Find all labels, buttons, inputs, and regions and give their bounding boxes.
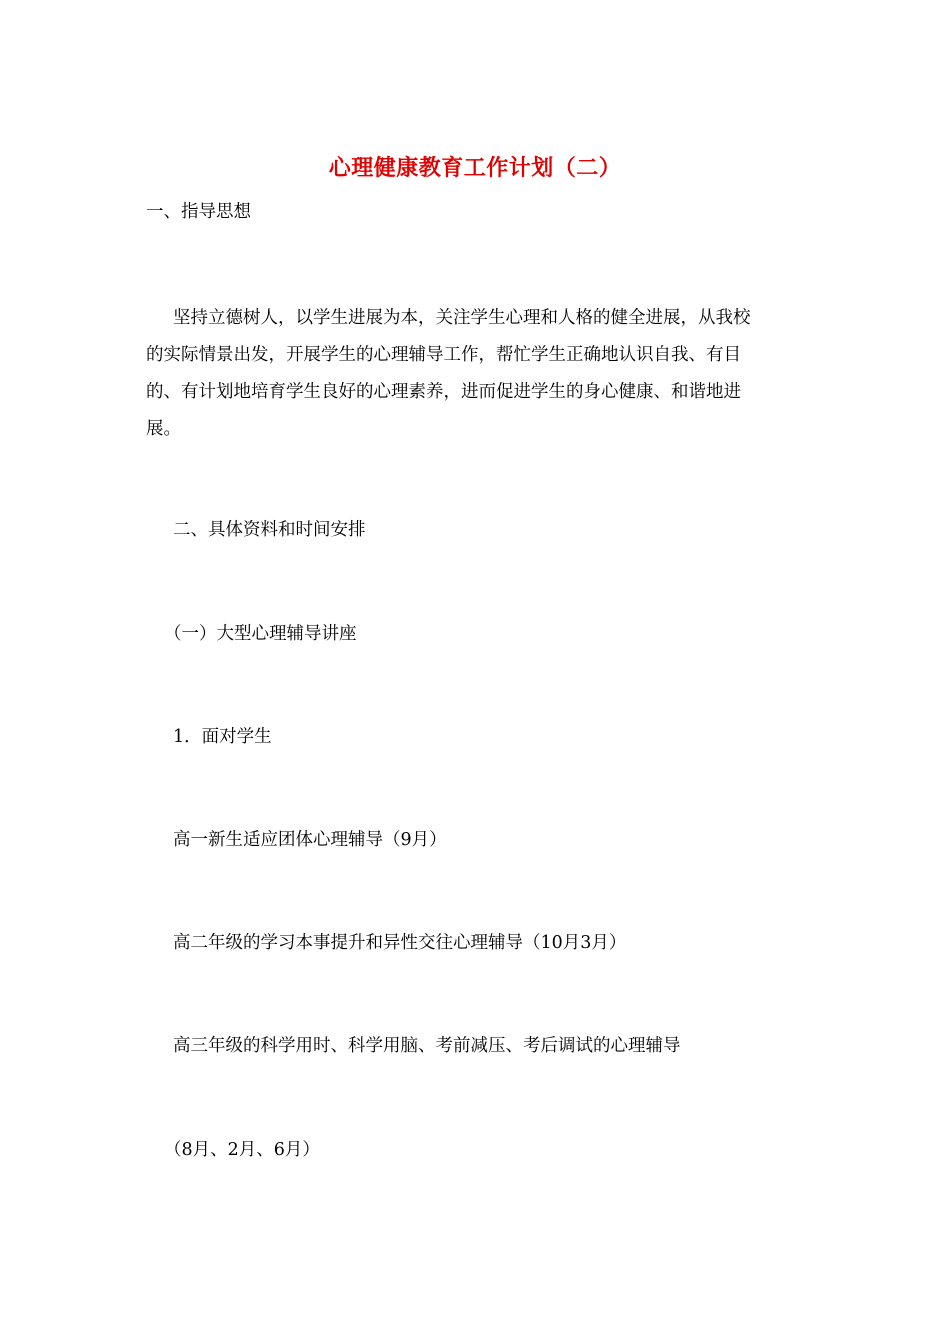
section-heading-content-schedule: 二、具体资料和时间安排 <box>173 520 366 540</box>
list-item: 高一新生适应团体心理辅导（9月） <box>173 830 447 850</box>
list-item: 高三年级的科学用时、科学用脑、考前减压、考后调试的心理辅导 <box>173 1036 681 1056</box>
paragraph-line: 坚持立德树人，以学生进展为本，关注学生心理和人格的健全进展，从我校 <box>173 308 751 328</box>
paragraph-line: 的实际情景出发，开展学生的心理辅导工作，帮忙学生正确地认识自我、有目 <box>146 345 741 365</box>
document-title: 心理健康教育工作计划（二） <box>328 155 622 181</box>
paragraph-line: 的、有计划地培育学生良好的心理素养，进而促进学生的身心健康、和谐地进 <box>146 382 741 402</box>
item-heading-for-students: 1．面对学生 <box>173 727 272 747</box>
subsection-heading-lectures: （一）大型心理辅导讲座 <box>164 624 357 644</box>
paragraph-line: 展。 <box>146 419 181 439</box>
list-item: 高二年级的学习本事提升和异性交往心理辅导（10月3月） <box>173 933 627 953</box>
list-item: （8月、2月、6月） <box>164 1140 320 1160</box>
paragraph-guiding-ideology <box>146 300 811 448</box>
section-heading-guiding-ideology: 一、指导思想 <box>146 202 251 222</box>
